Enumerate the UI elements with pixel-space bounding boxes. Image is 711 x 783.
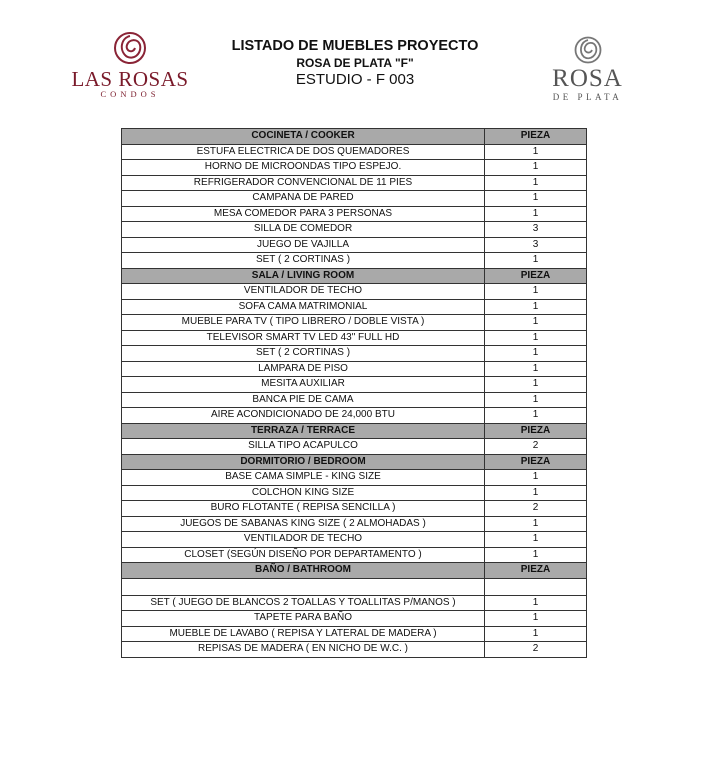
rosa-de-plata-logo	[535, 35, 640, 103]
item-description: CAMPANA DE PARED	[122, 191, 485, 207]
las-rosas-brand: LAS ROSAS	[71, 67, 189, 91]
unit-line: ESTUDIO - F 003	[295, 71, 415, 88]
item-description: SILLA TIPO ACAPULCO	[122, 439, 485, 455]
item-description: TELEVISOR SMART TV LED 43" FULL HD	[122, 330, 485, 346]
item-quantity: 1	[485, 284, 587, 300]
document-header	[190, 38, 520, 89]
table-row	[122, 470, 587, 486]
item-description: SILLA DE COMEDOR	[122, 222, 485, 238]
item-description: BASE CAMA SIMPLE - KING SIZE	[122, 470, 485, 486]
section-header-row	[122, 268, 587, 284]
table-row	[122, 284, 587, 300]
item-description: MUEBLE DE LAVABO ( REPISA Y LATERAL DE MADERA )	[122, 626, 485, 642]
item-quantity: 2	[485, 439, 587, 455]
table-row	[122, 611, 587, 627]
item-quantity: 1	[485, 191, 587, 207]
table-row	[122, 299, 587, 315]
item-description: VENTILADOR DE TECHO	[122, 532, 485, 548]
table-row	[122, 144, 587, 160]
item-description: TAPETE PARA BAÑO	[122, 611, 485, 627]
item-quantity: 2	[485, 501, 587, 517]
item-quantity: 1	[485, 175, 587, 191]
section-header-row	[122, 563, 587, 579]
item-description: SOFA CAMA MATRIMONIAL	[122, 299, 485, 315]
item-quantity: 1	[485, 626, 587, 642]
item-quantity: 1	[485, 470, 587, 486]
rose-icon	[111, 30, 149, 66]
item-description: HORNO DE MICROONDAS TIPO ESPEJO.	[122, 160, 485, 176]
pieza-header: PIEZA	[485, 563, 587, 579]
item-description: MESITA AUXILIAR	[122, 377, 485, 393]
item-description: LAMPARA DE PISO	[122, 361, 485, 377]
item-description: VENTILADOR DE TECHO	[122, 284, 485, 300]
item-description: COLCHON KING SIZE	[122, 485, 485, 501]
table-row	[122, 361, 587, 377]
document-subtitle: ROSA DE PLATA "F"	[296, 56, 414, 70]
item-quantity: 1	[485, 485, 587, 501]
document-title: LISTADO DE MUEBLES PROYECTO	[231, 38, 479, 54]
item-description: SET ( 2 CORTINAS )	[122, 346, 485, 362]
item-quantity: 1	[485, 144, 587, 160]
item-description: MUEBLE PARA TV ( TIPO LIBRERO / DOBLE VISTA )	[122, 315, 485, 331]
item-description: JUEGOS DE SABANAS KING SIZE ( 2 ALMOHADAS )	[122, 516, 485, 532]
table-row	[122, 485, 587, 501]
section-title: COCINETA / COOKER	[122, 129, 485, 145]
item-quantity: 1	[485, 516, 587, 532]
item-description: SET ( JUEGO DE BLANCOS 2 TOALLAS Y TOALLITAS P/MANOS )	[122, 595, 485, 611]
table-row	[122, 206, 587, 222]
table-row	[122, 439, 587, 455]
item-description: ESTUFA ELECTRICA DE DOS QUEMADORES	[122, 144, 485, 160]
table-row	[122, 253, 587, 269]
item-description: AIRE ACONDICIONADO DE 24,000 BTU	[122, 408, 485, 424]
item-quantity: 1	[485, 377, 587, 393]
table-row	[122, 532, 587, 548]
item-quantity: 1	[485, 160, 587, 176]
table-row	[122, 330, 587, 346]
pieza-header: PIEZA	[485, 129, 587, 145]
las-rosas-logo	[70, 30, 190, 102]
table-row	[122, 175, 587, 191]
table-row	[122, 642, 587, 658]
table-row	[122, 501, 587, 517]
item-quantity: 1	[485, 346, 587, 362]
section-header-row	[122, 454, 587, 470]
item-quantity: 2	[485, 642, 587, 658]
item-quantity: 1	[485, 315, 587, 331]
table-row	[122, 346, 587, 362]
table-row	[122, 160, 587, 176]
section-header-row	[122, 423, 587, 439]
pieza-header: PIEZA	[485, 268, 587, 284]
item-description: JUEGO DE VAJILLA	[122, 237, 485, 253]
item-quantity	[485, 578, 587, 595]
item-quantity: 1	[485, 299, 587, 315]
item-quantity: 1	[485, 330, 587, 346]
table-row	[122, 547, 587, 563]
item-description: MESA COMEDOR PARA 3 PERSONAS	[122, 206, 485, 222]
item-description: BANCA PIE DE CAMA	[122, 392, 485, 408]
item-quantity: 1	[485, 361, 587, 377]
rosa-de-plata-brand: ROSA	[552, 65, 623, 92]
section-title: TERRAZA / TERRACE	[122, 423, 485, 439]
furniture-table	[121, 128, 587, 658]
pieza-header: PIEZA	[485, 454, 587, 470]
table-row	[122, 191, 587, 207]
section-title: BAÑO / BATHROOM	[122, 563, 485, 579]
item-description: SET ( 2 CORTINAS )	[122, 253, 485, 269]
item-description: CLOSET (SEGÚN DISEÑO POR DEPARTAMENTO )	[122, 547, 485, 563]
table-row	[122, 237, 587, 253]
table-row	[122, 516, 587, 532]
table-row	[122, 595, 587, 611]
item-description: BURO FLOTANTE ( REPISA SENCILLA )	[122, 501, 485, 517]
section-title: DORMITORIO / BEDROOM	[122, 454, 485, 470]
item-quantity: 3	[485, 237, 587, 253]
table-row	[122, 315, 587, 331]
item-description: REFRIGERADOR CONVENCIONAL DE 11 PIES	[122, 175, 485, 191]
table-row	[122, 392, 587, 408]
section-header-row	[122, 129, 587, 145]
item-description	[122, 578, 485, 595]
item-quantity: 1	[485, 206, 587, 222]
item-quantity: 3	[485, 222, 587, 238]
table-row	[122, 408, 587, 424]
pieza-header: PIEZA	[485, 423, 587, 439]
item-quantity: 1	[485, 253, 587, 269]
table-row	[122, 222, 587, 238]
table-row	[122, 377, 587, 393]
item-description: REPISAS DE MADERA ( EN NICHO DE W.C. )	[122, 642, 485, 658]
table-row	[122, 626, 587, 642]
blank-row	[122, 578, 587, 595]
section-title: SALA / LIVING ROOM	[122, 268, 485, 284]
item-quantity: 1	[485, 595, 587, 611]
las-rosas-sub: CONDOS	[100, 89, 160, 99]
rose-icon	[572, 35, 604, 65]
rosa-de-plata-sub: DE PLATA	[552, 92, 623, 102]
item-quantity: 1	[485, 392, 587, 408]
item-quantity: 1	[485, 532, 587, 548]
item-quantity: 1	[485, 408, 587, 424]
item-quantity: 1	[485, 547, 587, 563]
item-quantity: 1	[485, 611, 587, 627]
